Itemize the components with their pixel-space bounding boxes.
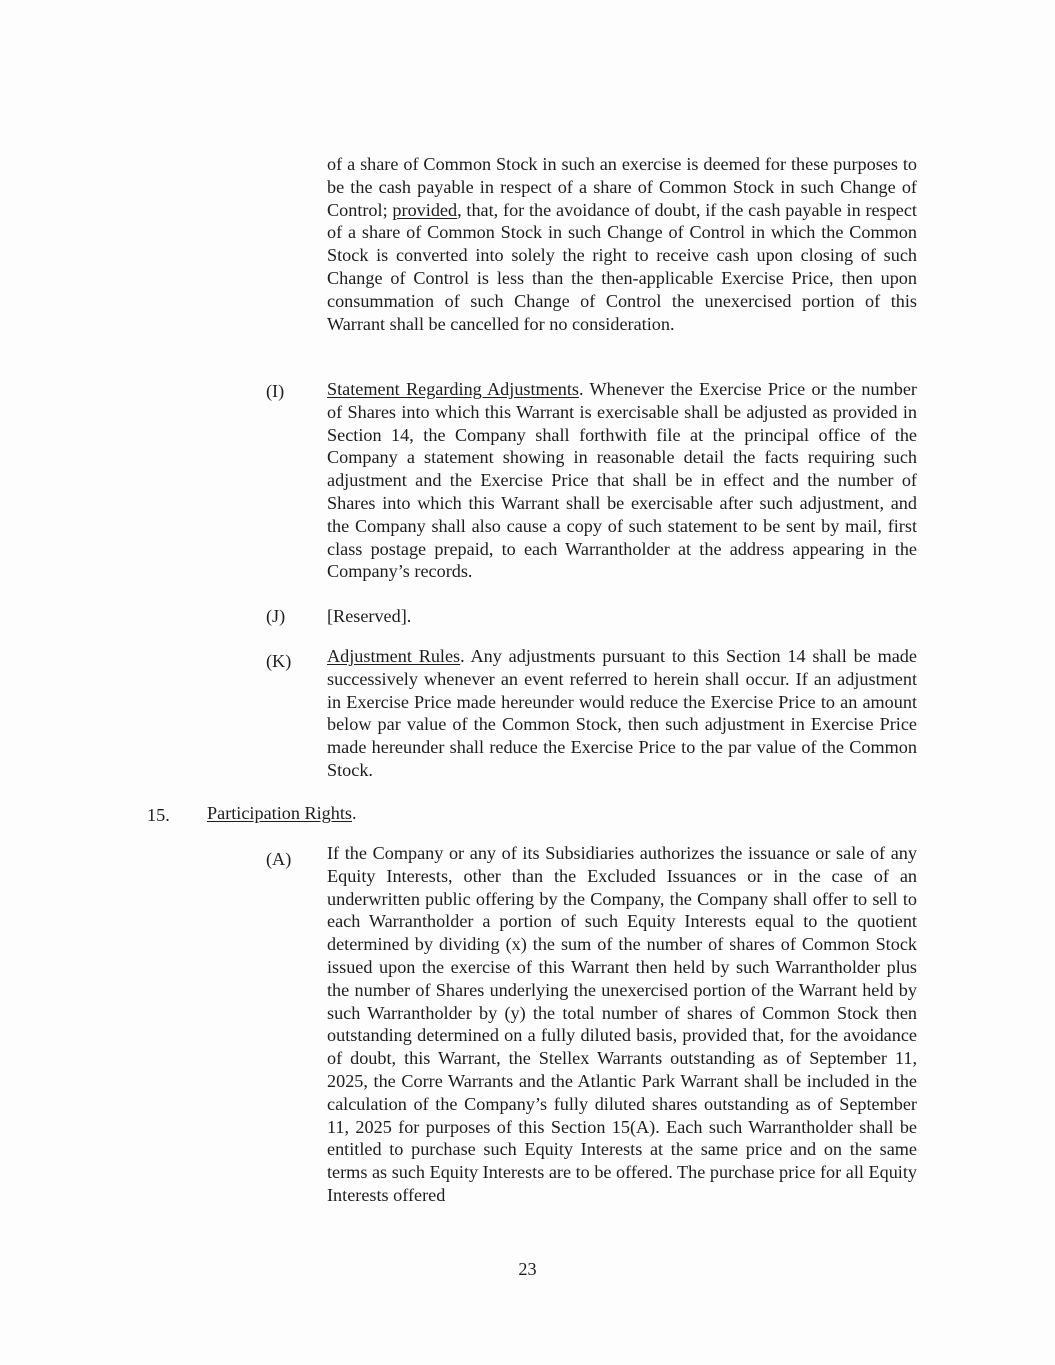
section-item-marker-a: (A): [266, 849, 292, 869]
section-title-suffix: .: [352, 803, 357, 823]
item-marker-j: (J): [266, 606, 286, 626]
section-number: 15.: [147, 805, 170, 825]
continuation-rest: , that, for the avoidance of doubt, if the cash payable in respect of a share of Common Stock in such Change of Control in which the Common Stock is converted into solely the right to receive cash upon closing of such Change of Control is less than the then-applicable Exercise Price, then upon consummation of such Change of Control the unexercised portion of this Warrant shall be cancelled for no consideration.: [327, 199, 917, 334]
item-k-title: Adjustment Rules: [327, 646, 461, 666]
item-i-paragraph: [327, 378, 917, 583]
item-k-paragraph: [327, 645, 917, 782]
item-j-paragraph: [327, 605, 917, 628]
section-heading: [207, 802, 357, 825]
continuation-text: of a share of Common Stock in such an exercise is deemed for these purposes to be the cash payable in respect of a share of Common Stock in such Change of Control;: [327, 154, 917, 220]
section-title: Participation Rights: [207, 803, 352, 823]
provided-term: provided: [392, 199, 458, 220]
item-k-body: . Any adjustments pursuant to this Section 14 shall be made successively whenever an event referred to herein shall occur. If an adjustment in Exercise Price made hereunder would reduce the Exercise Price to an amount below par value of the Common Stock, then such adjustment in Exercise Price made hereunder shall reduce the Exercise Price to the par value of the Common Stock.: [327, 646, 917, 780]
item-i-body: . Whenever the Exercise Price or the number of Shares into which this Warrant is exercisable shall be adjusted as provided in Section 14, the Company shall forthwith file at the principal office of the Company a statement showing in reasonable detail the facts requiring such adjustment and the Exercise Price that shall be in effect and the number of Shares into which this Warrant shall be exercisable after such adjustment, and the Company shall also cause a copy of such statement to be sent by mail, first class postage prepaid, to each Warrantholder at the address appearing in the Company’s records.: [327, 379, 917, 582]
page-number: 23: [518, 1259, 537, 1279]
item-marker-k: (K): [266, 651, 292, 671]
item-j-body: [Reserved].: [327, 606, 412, 626]
item-marker-i: (I): [266, 381, 285, 401]
section-item-a-body: If the Company or any of its Subsidiaries authorizes the issuance or sale of any Equity Interests, other than the Excluded Issuances or in the case of an underwritten public offering by the Company, the Company shall offer to sell to each Warrantholder a portion of such Equity Interests equal to the quotient determined by dividing (x) the sum of the number of shares of Common Stock issued upon the exercise of this Warrant then held by such Warrantholder plus the number of Shares underlying the unexercised portion of the Warrant held by such Warrantholder by (y) the total number of shares of Common Stock then outstanding determined on a fully diluted basis, provided that, for the avoidance of doubt, this Warrant, the Stellex Warrants outstanding as of September 11, 2025, the Corre Warrants and the Atlantic Park Warrant shall be included in the calculation of the Company’s fully diluted shares outstanding as of September 11, 2025 for purposes of this Section 15(A). Each such Warrantholder shall be entitled to purchase such Equity Interests at the same price and on the same terms as such Equity Interests are to be offered. The purchase price for all Equity Interests offered: [327, 843, 917, 1205]
item-i-title: Statement Regarding Adjustments: [327, 379, 579, 399]
continuation-paragraph: [327, 153, 917, 335]
section-item-a-paragraph: [327, 842, 917, 1207]
